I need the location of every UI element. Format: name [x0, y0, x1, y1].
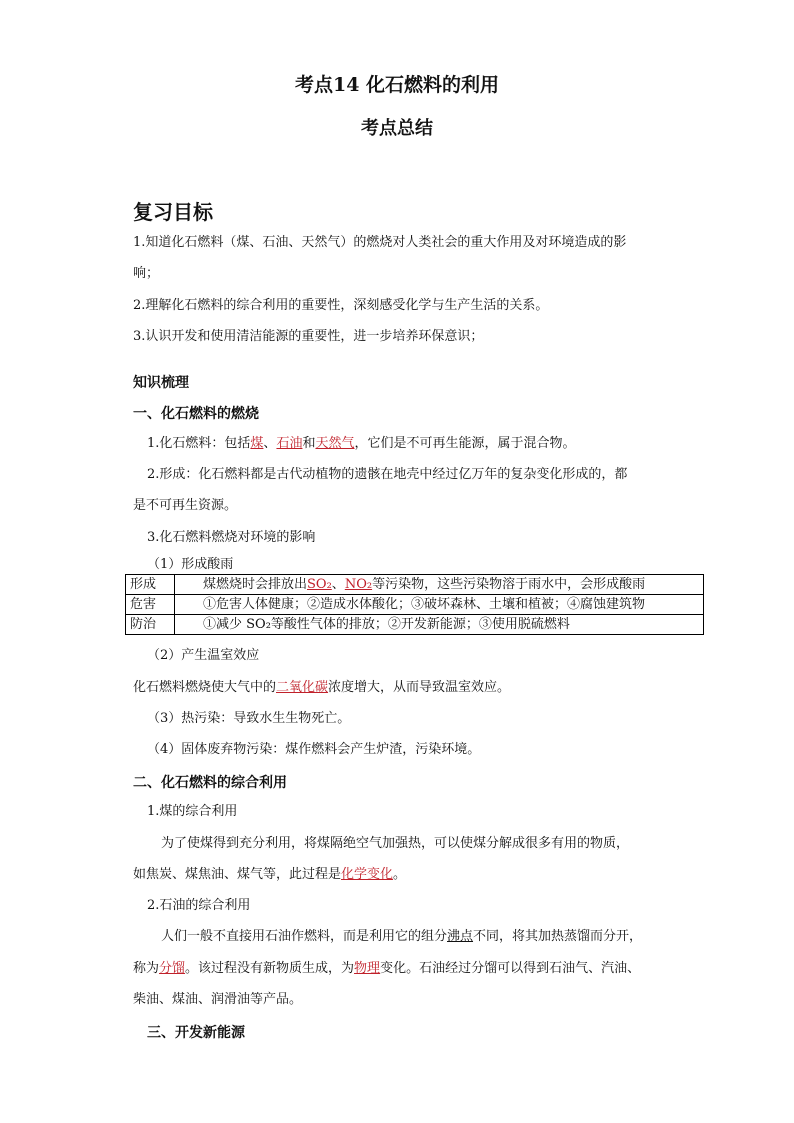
answer-fractionation: 分馏: [159, 961, 186, 976]
knowledge-heading: 知识梳理: [133, 375, 189, 391]
answer-so2: SO₂: [307, 576, 332, 592]
goal-1a: 1.知道化石燃料（煤、石油、天然气）的燃烧对人类社会的重大作用及对环境造成的影: [133, 235, 627, 250]
table-label-formation: 形成: [126, 575, 175, 595]
solid-waste-pollution: （4）固体废弃物污染：煤作燃料会产生炉渣，污染环境。: [147, 742, 481, 757]
page-subtitle: 考点总结: [361, 118, 433, 139]
text: ，它们是不可再生能源，属于混合物。: [354, 436, 576, 451]
section-3-heading: 三、开发新能源: [147, 1025, 245, 1041]
text: 化石燃料燃烧使大气中的: [133, 680, 277, 695]
acid-rain-title: （1）形成酸雨: [147, 557, 234, 572]
table-row: [126, 615, 704, 635]
table-cell-prevention: ①减少 SO₂等酸性气体的排放；②开发新能源；③使用脱硫燃料: [175, 615, 704, 635]
thermal-pollution: （3）热污染：导致水生生物死亡。: [147, 711, 351, 726]
goal-2: 2.理解化石燃料的综合利用的重要性，深刻感受化学与生产生活的关系。: [133, 298, 549, 313]
answer-no2: NO₂: [344, 576, 373, 592]
environment-impact: 3.化石燃料燃烧对环境的影响: [147, 530, 316, 545]
table-row: [126, 595, 704, 615]
goal-3: 3.认识开发和使用清洁能源的重要性，进一步培养环保意识；: [133, 329, 484, 344]
text: 和: [302, 436, 316, 451]
formation-line-a: 2.形成：化石燃料都是古代动植物的遗骸在地壳中经过亿万年的复杂变化形成的，都: [147, 467, 628, 482]
greenhouse-title: （2）产生温室效应: [147, 648, 260, 663]
text: 、: [331, 576, 345, 592]
table-row: [126, 575, 704, 595]
text: 1.化石燃料：包括: [147, 436, 251, 451]
page-title: 考点14 化石燃料的利用: [294, 74, 500, 96]
text: 称为: [133, 961, 160, 976]
answer-co2: 二氧化碳: [276, 680, 329, 695]
answer-gas: 天然气: [315, 436, 355, 451]
coal-use-title: 1.煤的综合利用: [147, 804, 238, 819]
table-label-harm: 危害: [126, 595, 175, 615]
text: 。: [393, 867, 407, 882]
section-2-heading: 二、化石燃料的综合利用: [133, 775, 287, 791]
text: 浓度增大，从而导致温室效应。: [328, 680, 511, 695]
greenhouse-text: [133, 679, 510, 697]
text: 如焦炭、煤焦油、煤气等，此过程是: [133, 867, 342, 882]
coal-use-line-a: 为了使煤得到充分利用，将煤隔绝空气加强热，可以使煤分解成很多有用的物质，: [161, 836, 630, 851]
text: 变化。石油经过分馏可以得到石油气、汽油、: [380, 961, 641, 976]
review-heading: 复习目标: [133, 200, 213, 224]
oil-use-line-a: [161, 928, 642, 946]
table-label-prevention: 防治: [126, 615, 175, 635]
text: 等污染物，这些污染物溶于雨水中，会形成酸雨: [372, 576, 646, 592]
answer-boiling-point: 沸点: [447, 929, 474, 944]
text: 、: [263, 436, 277, 451]
text: 不同，将其加热蒸馏而分开，: [473, 929, 643, 944]
coal-use-line-b: [133, 866, 406, 884]
table-cell-harm: ①危害人体健康；②造成水体酸化；③破坏森林、土壤和植被；④腐蚀建筑物: [175, 595, 704, 615]
answer-oil: 石油: [276, 436, 303, 451]
acid-rain-table: [125, 574, 704, 635]
text: 人们一般不直接用石油作燃料，而是利用它的组分: [161, 929, 448, 944]
answer-coal: 煤: [250, 436, 264, 451]
text: 煤燃烧时会排放出: [203, 576, 308, 592]
answer-physical: 物理: [354, 961, 381, 976]
text: 。该过程没有新物质生成，为: [185, 961, 355, 976]
oil-use-line-c: 柴油、煤油、润滑油等产品。: [133, 992, 303, 1007]
table-cell-formation: [175, 575, 704, 595]
oil-use-title: 2.石油的综合利用: [147, 898, 251, 913]
section-1-heading: 一、化石燃料的燃烧: [133, 406, 259, 422]
formation-line-b: 是不可再生资源。: [133, 498, 238, 513]
goal-1b: 响；: [133, 266, 160, 281]
oil-use-line-b: [133, 960, 640, 978]
fossil-fuel-definition: [147, 435, 576, 453]
answer-chemical-change: 化学变化: [341, 867, 394, 882]
